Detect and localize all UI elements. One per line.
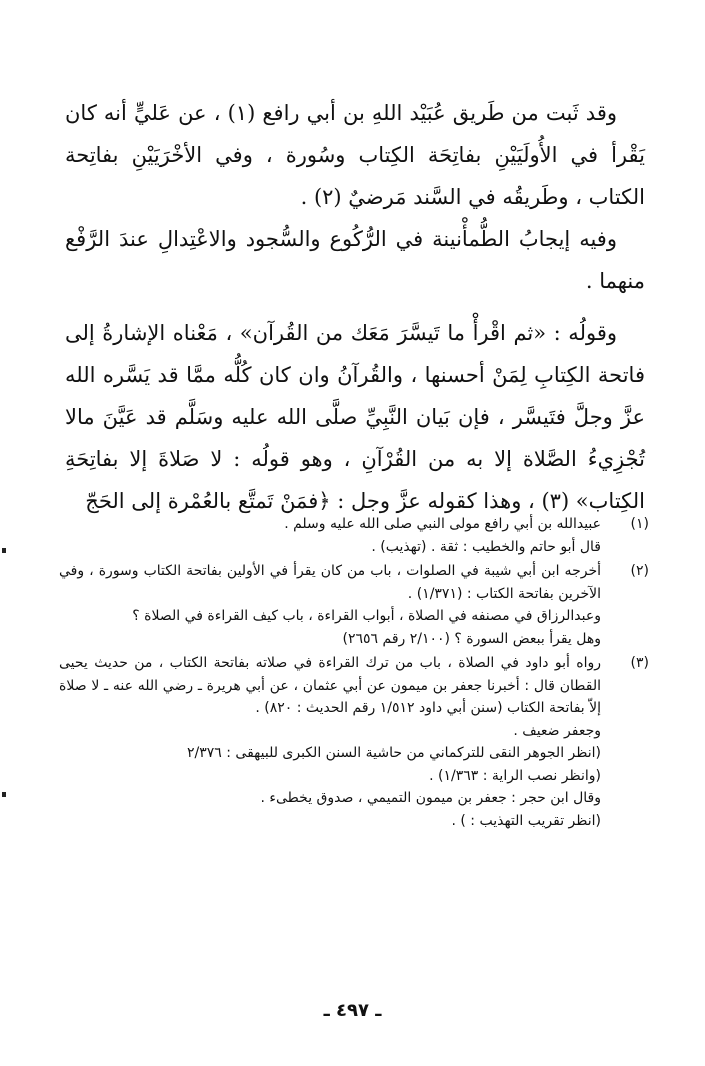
footnote — [59, 513, 649, 558]
footnotes — [59, 513, 649, 834]
footnote-line: (وانظر نصب الراية : ١/٣٦٣) . — [429, 767, 601, 784]
main-text — [65, 92, 645, 522]
footnote-line: وعبدالرزاق في مصنفه في الصلاة ، أبواب القراءة ، باب كيف القراءة في الصلاة ؟ — [132, 608, 601, 624]
footnote-number: (٢) — [630, 563, 649, 579]
footnote-line: عبيدالله بن أبي رافع مولى النبي صلى الله عليه وسلم . — [284, 516, 601, 532]
footnote-line: (انظر الجوهر النقى للتركماني من حاشية السنن الكبرى للبيهقى : ٢/٣٧٦ — [187, 745, 601, 761]
footnote-line: أخرجه ابن أبي شيبة في الصلوات ، باب من كان يقرأ في الأولين بفاتحة الكتاب وسورة ، وفي الآخرين بفاتحة الكتاب : (١/٣٧١) . — [59, 563, 601, 602]
footnote — [59, 652, 649, 832]
footnote-line: وقال ابن حجر : جعفر بن ميمون التميمي ، صدوق يخطىء . — [260, 790, 601, 806]
footnote-body — [59, 652, 601, 832]
footnote-line: قال أبو حاتم والخطيب : ثقة . (تهذيب) . — [371, 538, 601, 555]
footnote-number: (١) — [630, 516, 649, 532]
footnote-body — [59, 560, 601, 650]
footnote-line: رواه أبو داود في الصلاة ، باب من ترك القراءة في صلاته بفاتحة الكتاب ، من حديث يحيى القطان قال : أخبرنا جعفر بن ميمون عن أبي عثمان ، عن أبي هريرة ـ رضي الله عنه ـ لا صلاة إلاّ بفاتحة الكتاب (سنن أبي داود ١/٥١٢ رقم الحديث : ٨٢٠) . — [59, 655, 601, 716]
footnote-line: (انظر تقريب التهذيب : ) . — [451, 812, 601, 829]
margin-mark — [2, 548, 6, 553]
paragraph: وقولُه : «ثم اقْرأْ ما تَيسَّرَ مَعَك من القُرآن» ، مَعْناه الإشارةُ إلى فاتحة الكِتابِ لِمَنْ أحسنها ، والقُرآنُ وان كان كُلُّه ممَّا قد يَسَّره الله عزَّ وجلَّ فتَيسَّر ، فإن بَيان النَّبِيِّ صلَّى الله عليه وسَلَّم قد عَيَّنَ مالا تُجْزِيءُ الصَّلاة إلا به من القُرْآنِ ، وهو قولُه : لا صَلاةَ إلا بفاتِحَةِ الكِتاب» (٣) ، وهذا كقوله عزَّ وجل : ﴿فمَنْ تَمتَّع بالعُمْرة إلى الحَجّ — [65, 321, 645, 513]
footnote-number: (٣) — [630, 655, 649, 671]
margin-mark — [2, 792, 6, 797]
footnote-body — [59, 513, 601, 558]
page-number: ـ ٤٩٧ ـ — [323, 1000, 382, 1021]
footnote-line: وجعفر ضعيف . — [513, 722, 601, 739]
paragraph: وفيه إيجابُ الطُّمأْنينة في الرُّكُوع والسُّجود والاعْتِدالِ عندَ الرَّفْع منهما . — [65, 227, 645, 293]
paragraph: وقد ثَبت من طَريق عُبَيْد اللهِ بن أبي رافع (١) ، عن عَليٍّ أنه كان يَقْرأ في الأُولَيَيْنِ بفاتِحَة الكِتاب وسُورة ، وفي الأخْرَيَيْنِ بفاتِحة الكتاب ، وطَريقُه في السَّند مَرضيٌ (٢) . — [65, 101, 645, 209]
footnote-line: وهل يقرأ ببعض السورة ؟ (٢/١٠٠ رقم ٢٦٥٦) — [342, 630, 601, 647]
footnote — [59, 560, 649, 650]
